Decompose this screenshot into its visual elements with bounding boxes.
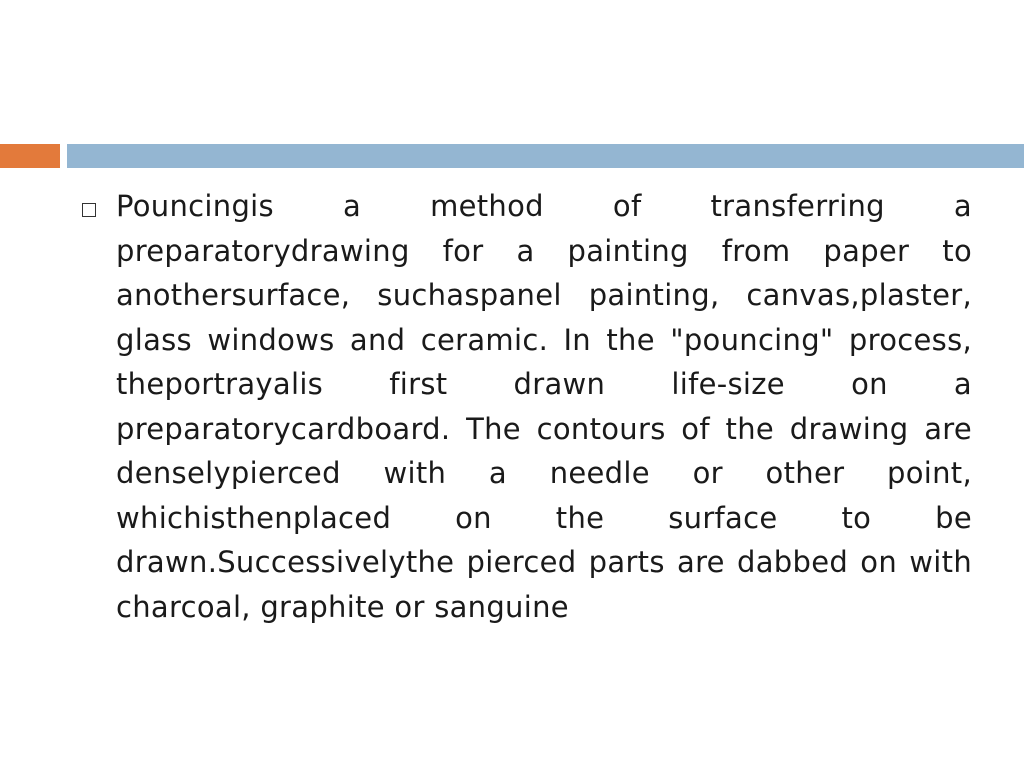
bullet-text: Pouncingis a method of transferring a preparatorydrawing for a painting from paper to anothersurface, suchaspanel painting, canvas,plaster, glass windows and ceramic. In the "pouncing" process, theportrayalis first drawn life-size on a preparatorycardboard. The contours of the drawing are denselypierced with a needle or other point, whichisthenplaced on the surface to be drawn.Successivelythe pierced parts are dabbed on with charcoal, graphite or sanguine	[116, 189, 972, 624]
square-bullet-icon	[82, 203, 96, 217]
slide-body	[80, 184, 972, 629]
header-bar	[67, 144, 1024, 168]
header-accent-bar	[0, 144, 60, 168]
bullet-item	[80, 184, 972, 629]
